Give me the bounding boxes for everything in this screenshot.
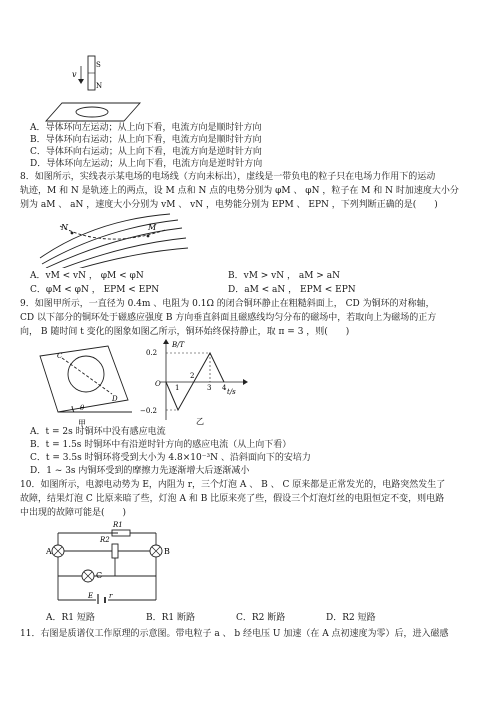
- q10-label-b: B: [164, 547, 170, 556]
- q9-option-c[interactable]: C．t = 3.5s 时铜环将受到大小为 4.8×10⁻³N 、沿斜面向下的安培力: [30, 453, 311, 463]
- q10-label-r: r: [109, 592, 113, 600]
- q8-stem-line-2: 轨迹，M 和 N 是轨迹上的两点，设 M 点和 N 点的电势分别为 φM 、 φN ，粒子在 M 和 N 时加速度大小分: [20, 186, 459, 196]
- q7-magnet-n-label: N: [96, 82, 103, 90]
- q10-option-c[interactable]: C．R2 断路: [236, 613, 286, 623]
- q8-point-m: [147, 235, 150, 238]
- q10-label-c: C: [96, 571, 103, 580]
- q7-velocity-arrowhead: [78, 79, 84, 84]
- q10-option-d[interactable]: D．R2 短路: [326, 613, 376, 623]
- q7-table-plane: [46, 103, 140, 121]
- q8-field-line-3: [46, 228, 182, 268]
- q9-label-c: C: [57, 352, 63, 360]
- q9-graph-x-label: t/s: [227, 388, 236, 396]
- q9-graph-xtick-1: 1: [175, 384, 180, 392]
- q9-stem-line-2: CD 以下部分的铜环处于磁感应强度 B 方向垂直斜面且磁感线均匀分布的磁场中，若取向上为磁场的正方: [20, 313, 437, 323]
- q8-field-line-4: [58, 238, 186, 268]
- q9-copper-ring: [68, 356, 104, 392]
- q10-circuit-figure: [0, 520, 500, 604]
- q7-conducting-ring: [76, 107, 108, 117]
- q9-axis-cd: [62, 358, 112, 394]
- q8-option-c[interactable]: C．φM < φN ， EPM < EPN: [30, 285, 160, 295]
- q7-option-b[interactable]: B．导体环向右运动；从上向下看，电流方向是顺时针方向: [30, 135, 262, 145]
- q7-velocity-label: v: [72, 70, 77, 79]
- q8-option-d[interactable]: D．aM < aN ， EPM < EPN: [228, 285, 356, 295]
- q8-stem-line-3: 别为 aM 、 aN ，速度大小分别为 vM 、 vN ，电势能分别为 EPM 、 EPN ，下列判断正确的是( ): [20, 200, 438, 210]
- q8-point-n: [71, 232, 74, 235]
- q9-graph-y-label: B/T: [172, 341, 185, 349]
- q8-label-m: M: [148, 223, 157, 232]
- q10-label-e: E: [88, 592, 94, 600]
- q10-resistor-r2: [112, 544, 118, 558]
- q9-graph-origin: O: [155, 380, 161, 388]
- q8-figure: [0, 212, 500, 268]
- q10-stem-line-3: 中出现的故障可能是( ): [20, 508, 127, 518]
- q10-label-a: A: [46, 547, 52, 556]
- q11-stem-line-1: 11．右图是质谱仪工作原理的示意图。带电粒子 a 、 b 经电压 U 加速（在 A 点初速度为零）后，进入磁感: [20, 629, 449, 639]
- q9-figure-label-jia: 甲: [78, 419, 86, 428]
- q9-graph-xtick-4: 4: [222, 384, 227, 392]
- q10-label-r1: R1: [113, 521, 123, 529]
- q8-label-n: N: [61, 223, 68, 232]
- q10-label-r2: R2: [100, 536, 110, 544]
- q9-figure: [0, 338, 500, 430]
- q9-graph-ytick-pos: 0.2: [146, 349, 158, 357]
- q10-option-a[interactable]: A．R1 短路: [46, 613, 95, 623]
- q9-graph-xtick-2: 2: [190, 372, 195, 380]
- q9-graph-b-curve: [166, 353, 224, 410]
- q7-option-c[interactable]: C．导体环向右运动；从上向下看，电流方向是逆时针方向: [30, 147, 262, 157]
- q8-option-b[interactable]: B．vM > vN ， aM > aN: [228, 271, 340, 281]
- q9-option-b[interactable]: B．t = 1.5s 时铜环中有沿逆时针方向的感应电流（从上向下看）: [30, 440, 292, 450]
- q9-stem-line-3: 向， B 随时间 t 变化的图象如图乙所示，铜环始终保持静止，取 π = 3 ，则( ): [20, 327, 350, 337]
- q7-option-a[interactable]: A．导体环向左运动；从上向下看，电流方向是顺时针方向: [30, 123, 262, 133]
- q9-graph-ytick-neg: −0.2: [140, 407, 157, 415]
- q10-stem-line-1: 10．如图所示，电源电动势为 E，内阻为 r，三个灯泡 A 、 B 、 C 原来都是正常发光的，电路突然发生了: [20, 480, 446, 490]
- q9-option-a[interactable]: A．t = 2s 时铜环中没有感应电流: [30, 427, 166, 437]
- q10-option-b[interactable]: B．R1 断路: [146, 613, 195, 623]
- q9-option-d[interactable]: D．1 ~ 3s 内铜环受到的摩擦力先逐渐增大后逐渐减小: [30, 466, 250, 476]
- q9-label-d: D: [112, 395, 118, 403]
- q9-graph-xtick-3: 3: [207, 384, 212, 392]
- q8-option-a[interactable]: A．vM < vN ， φM < φN: [30, 271, 144, 281]
- q7-option-d[interactable]: D．导体环向左运动；从上向下看，电流方向是逆时针方向: [30, 159, 263, 169]
- q9-stem-line-1: 9．如图甲所示，一直径为 0.4m 、电阻为 0.1Ω 的闭合铜环静止在粗糙斜面上， CD 为铜环的对称轴，: [20, 299, 435, 309]
- q9-label-theta: θ: [80, 404, 85, 412]
- q7-magnet-s-label: S: [96, 61, 101, 69]
- q9-figure-label-yi: 乙: [196, 417, 204, 426]
- q7-figure: [0, 0, 500, 125]
- q10-stem-line-2: 故障，结果灯泡 C 比原来暗了些，灯泡 A 和 B 比原来亮了些，假设三个灯泡灯丝的电阻恒定不变，则电路: [20, 494, 445, 504]
- q8-stem-line-1: 8．如图所示，实线表示某电场的电场线（方向未标出），虚线是一带负电的粒子只在电场力作用下的运动: [20, 172, 436, 182]
